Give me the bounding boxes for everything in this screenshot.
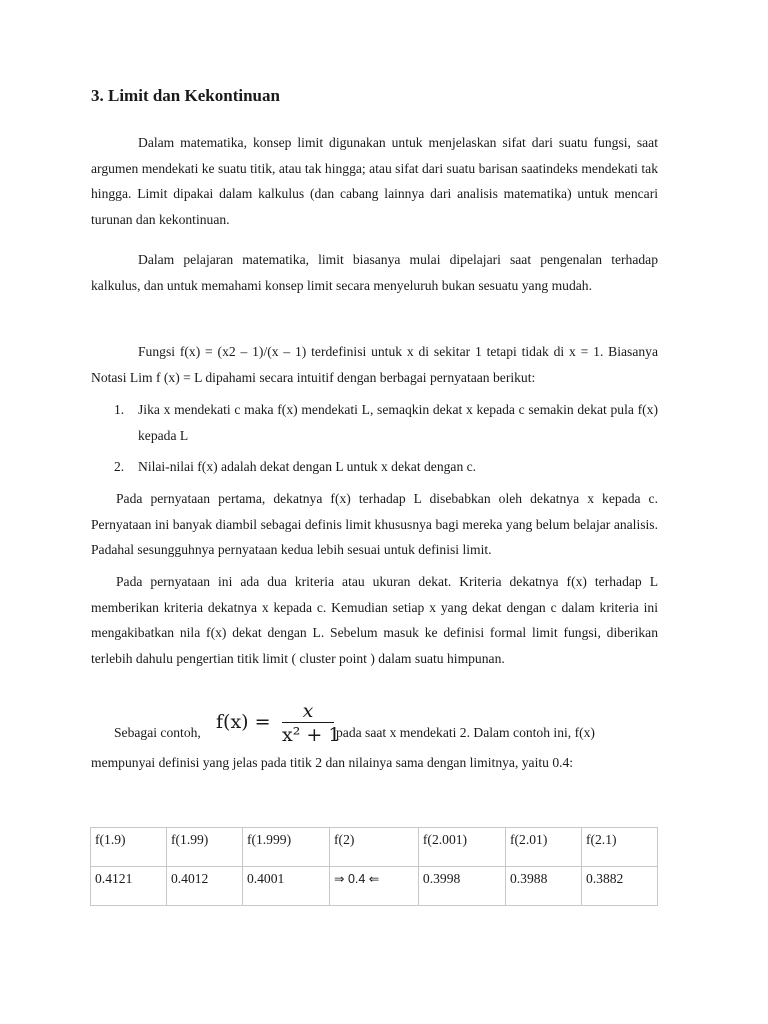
table-cell: f(2.01) xyxy=(505,828,581,867)
formula-fraction xyxy=(282,700,341,747)
formula-denominator: x² + 1 xyxy=(282,724,341,746)
table-cell: f(2) xyxy=(330,828,419,867)
list-item-1: Jika x mendekati c maka f(x) mendekati L, semaqkin dekat x kepada c semakin dekat pula f(x) kepada L xyxy=(138,402,658,443)
paragraph-function: Fungsi f(x) = (x2 – 1)/(x – 1) terdefinisi untuk x di sekitar 1 tetapi tidak di x = 1. Biasanya Notasi Lim f (x) = L dipahami secara intuitif dengan berbagai pernyataan berikut: xyxy=(91,344,658,385)
table-cell: 0.3988 xyxy=(505,867,581,906)
table-cell: f(2.1) xyxy=(581,828,657,867)
list-item-2: Nilai-nilai f(x) adalah dekat dengan L untuk x dekat dengan c. xyxy=(138,459,477,474)
table-cell: 0.3998 xyxy=(418,867,505,906)
table-cell: 0.4121 xyxy=(91,867,167,906)
formula-numerator: x xyxy=(302,700,314,722)
example-continuation: mempunyai definisi yang jelas pada titik 2 dan nilainya sama dengan limitnya, yaitu 0.4: xyxy=(91,755,574,770)
table-cell-limit: ⇒ 0.4 ⇐ xyxy=(330,867,419,906)
example-suffix: pada saat x mendekati 2. Dalam contoh ini, f(x) xyxy=(336,725,595,740)
table-cell: f(1.99) xyxy=(166,828,242,867)
paragraph-learning: Dalam pelajaran matematika, limit biasanya mulai dipelajari saat pengenalan terhadap kalkulus, dan untuk memahami konsep limit secara menyeluruh bukan sesuatu yang mudah. xyxy=(91,252,658,293)
table-cell: 0.3882 xyxy=(581,867,657,906)
table-cell: f(1.9) xyxy=(91,828,167,867)
table-row-header xyxy=(91,828,658,867)
table-cell: 0.4012 xyxy=(166,867,242,906)
table-cell: f(1.999) xyxy=(242,828,329,867)
formula-lhs: f(x) = xyxy=(216,711,271,733)
table-row-values xyxy=(91,867,658,906)
table-cell: f(2.001) xyxy=(418,828,505,867)
paragraph-criteria: Pada pernyataan ini ada dua kriteria atau ukuran dekat. Kriteria dekatnya f(x) terhadap L memberikan kriteria dekatnya x kepada c. Kemudian setiap x yang dekat dengan c dalam kriteria ini mengakibatkan nila f(x) dekat dengan L. Sebelum masuk ke definisi formal limit fungsi, diberikan terlebih dahulu pengertian titik limit ( cluster point ) dalam suatu himpunan. xyxy=(91,574,658,666)
list-number-1: 1. xyxy=(114,402,125,417)
section-heading: 3. Limit dan Kekontinuan xyxy=(91,86,280,105)
list-number-2: 2. xyxy=(114,459,125,474)
paragraph-first-statement: Pada pernyataan pertama, dekatnya f(x) terhadap L disebabkan oleh dekatnya x kepada c. Pernyataan ini banyak diambil sebagai definis limit khususnya bagi mereka yang belum belajar analisis. Padahal sesungguhnya pernyataan kedua lebih sesuai untuk definisi limit. xyxy=(91,491,658,557)
paragraph-intro: Dalam matematika, konsep limit digunakan untuk menjelaskan sifat dari suatu fungsi, saat argumen mendekati ke suatu titik, atau tak hingga; atau sifat dari suatu barisan saatindeks mendekati tak hingga. Limit dipakai dalam kalkulus (dan cabang lainnya dari analisis matematika) untuk mencari turunan dan kekontinuan. xyxy=(91,135,658,227)
example-line xyxy=(114,700,674,750)
values-table xyxy=(90,827,658,906)
example-prefix: Sebagai contoh, xyxy=(114,725,201,740)
table-cell: 0.4001 xyxy=(242,867,329,906)
